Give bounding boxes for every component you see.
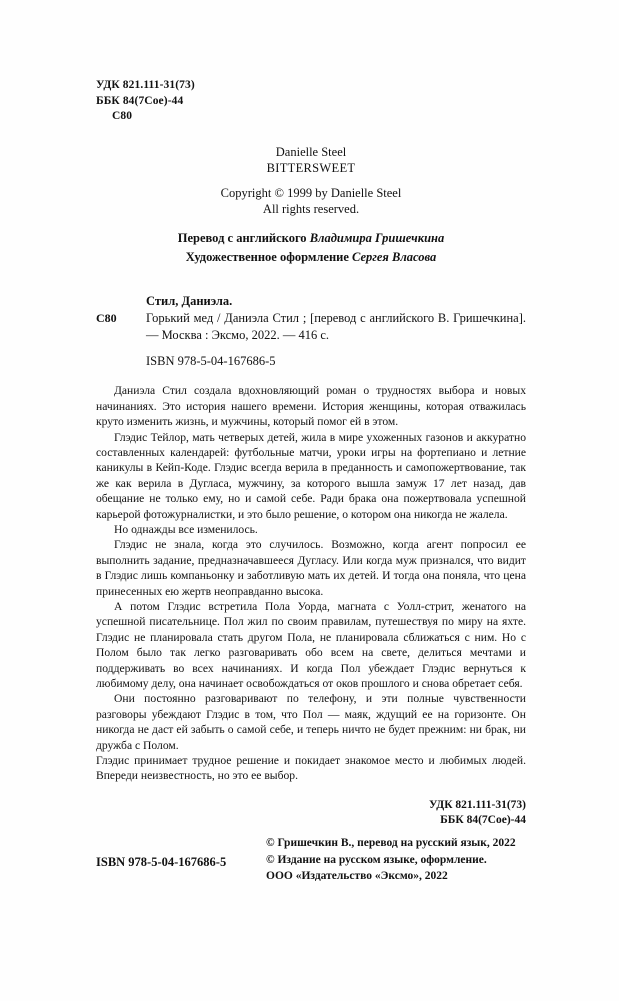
record-side-code: С80 xyxy=(96,310,117,325)
record-description: Горький мед / Даниэла Стил ; [перевод с английского В. Гришечкина]. — Москва : Эксмо, 2022. — 416 с. xyxy=(146,310,526,343)
bbk-code: ББК 84(7Сое)-44 xyxy=(96,94,184,107)
rights-line-edition: © Издание на русском языке, оформление. xyxy=(266,853,487,866)
translator-name: Владимира Гришечкина xyxy=(309,231,445,246)
annotation-paragraph: Они постоянно разговаривают по телефону, и эти полные чувственности разговоры убеждают Глэдис в том, что Пол — маяк, ждущий ее на горизонте. Он никогда не даст ей забыть о самой себе, и теперь ничто не будет прежним: ни брак, ни дружба с Полом. xyxy=(96,692,526,752)
original-title: BITTERSWEET xyxy=(266,160,356,175)
spacer xyxy=(96,218,526,229)
record-author: Стил, Даниэла. xyxy=(146,293,233,308)
classification-block xyxy=(96,78,526,125)
record-isbn: ISBN 978-5-04-167686-5 xyxy=(146,354,276,369)
copyright-block xyxy=(96,145,526,267)
rights-line-translation: © Гришечкин В., перевод на русский язык, 2022 xyxy=(266,836,516,849)
design-label: Художественное оформление xyxy=(185,250,349,265)
rights-reserved-line: All rights reserved. xyxy=(262,202,360,217)
udk-code: УДК 821.111-31(73) xyxy=(96,79,195,91)
original-author: Danielle Steel xyxy=(275,144,347,159)
annotation-paragraph: Но однажды все изменилось. xyxy=(114,522,258,536)
catalog-record xyxy=(96,294,526,370)
annotation-paragraph: Глэдис не знала, когда это случилось. Возможно, когда агент попросил ее выполнить задание, предназначавшееся Дугласу. Или когда муж признался, что видит в Глэдис лишь компаньонку и заботливую мать их детей. И тогда она поняла, что цена принесенных ею жертв неоправданно высока. xyxy=(96,538,526,598)
bottom-udk-code: УДК 821.111-31(73) xyxy=(429,798,526,811)
copyright-line: Copyright © 1999 by Danielle Steel xyxy=(220,185,402,200)
bottom-bbk-code: ББК 84(7Сое)-44 xyxy=(440,814,526,827)
bottom-isbn: ISBN 978-5-04-167686-5 xyxy=(96,854,227,869)
annotation-text xyxy=(96,383,526,784)
translation-label: Перевод с английского xyxy=(177,231,307,246)
translation-credit xyxy=(96,229,526,248)
page-content xyxy=(96,78,526,893)
shelf-code: С80 xyxy=(112,110,133,123)
annotation-paragraph: Даниэла Стил создала вдохновляющий роман о трудностях выбора и новых начинаниях. Это история нашего времени. История женщины, которая отважилась круто изменить жизнь, и мужчины, который помог ей в этом. xyxy=(96,384,526,429)
bottom-row xyxy=(96,835,526,893)
rights-block xyxy=(266,835,526,885)
annotation-paragraph: Глэдис Тейлор, мать четверых детей, жила в мире ухоженных газонов и аккуратно составленных календарей: футбольные матчи, уроки игры на фортепиано и летние каникулы в Кейп-Коде. Глэдис всегда верила в преданность и самопожертвование, так же как верила в Дугласа, мужчину, за которого вышла замуж 17 лет назад, дав обещание не только ему, но и самой себе. Ради брака она пожертвовала успешной карьерой фотожурналистки, и это было решение, о котором она никогда не жалела. xyxy=(96,430,526,521)
designer-name: Сергея Власова xyxy=(352,250,437,265)
rights-line-publisher: ООО «Издательство «Эксмо», 2022 xyxy=(266,870,448,883)
annotation-paragraph: А потом Глэдис встретила Пола Уорда, магната с Уолл-стрит, женатого на успешной писательнице. Пол жил по своим правилам, путешествуя по миру на яхте. Глэдис не планировала стать другом Пола, не планировала сближаться с ним. Но с Полом было так легко разговаривать обо всем на свете, делиться мечтами и поддерживать во всех начинаниях. И когда Пол убеждает Глэдис вернуться к любимому делу, она начинает освобождаться от оков прошлого и снова обретает себя. xyxy=(96,599,526,691)
design-credit xyxy=(96,248,526,267)
annotation-paragraph: Глэдис принимает трудное решение и покидает знакомое место и любимых людей. Впереди неизвестность, но это ее выбор. xyxy=(96,754,526,783)
bottom-classification xyxy=(96,798,526,829)
